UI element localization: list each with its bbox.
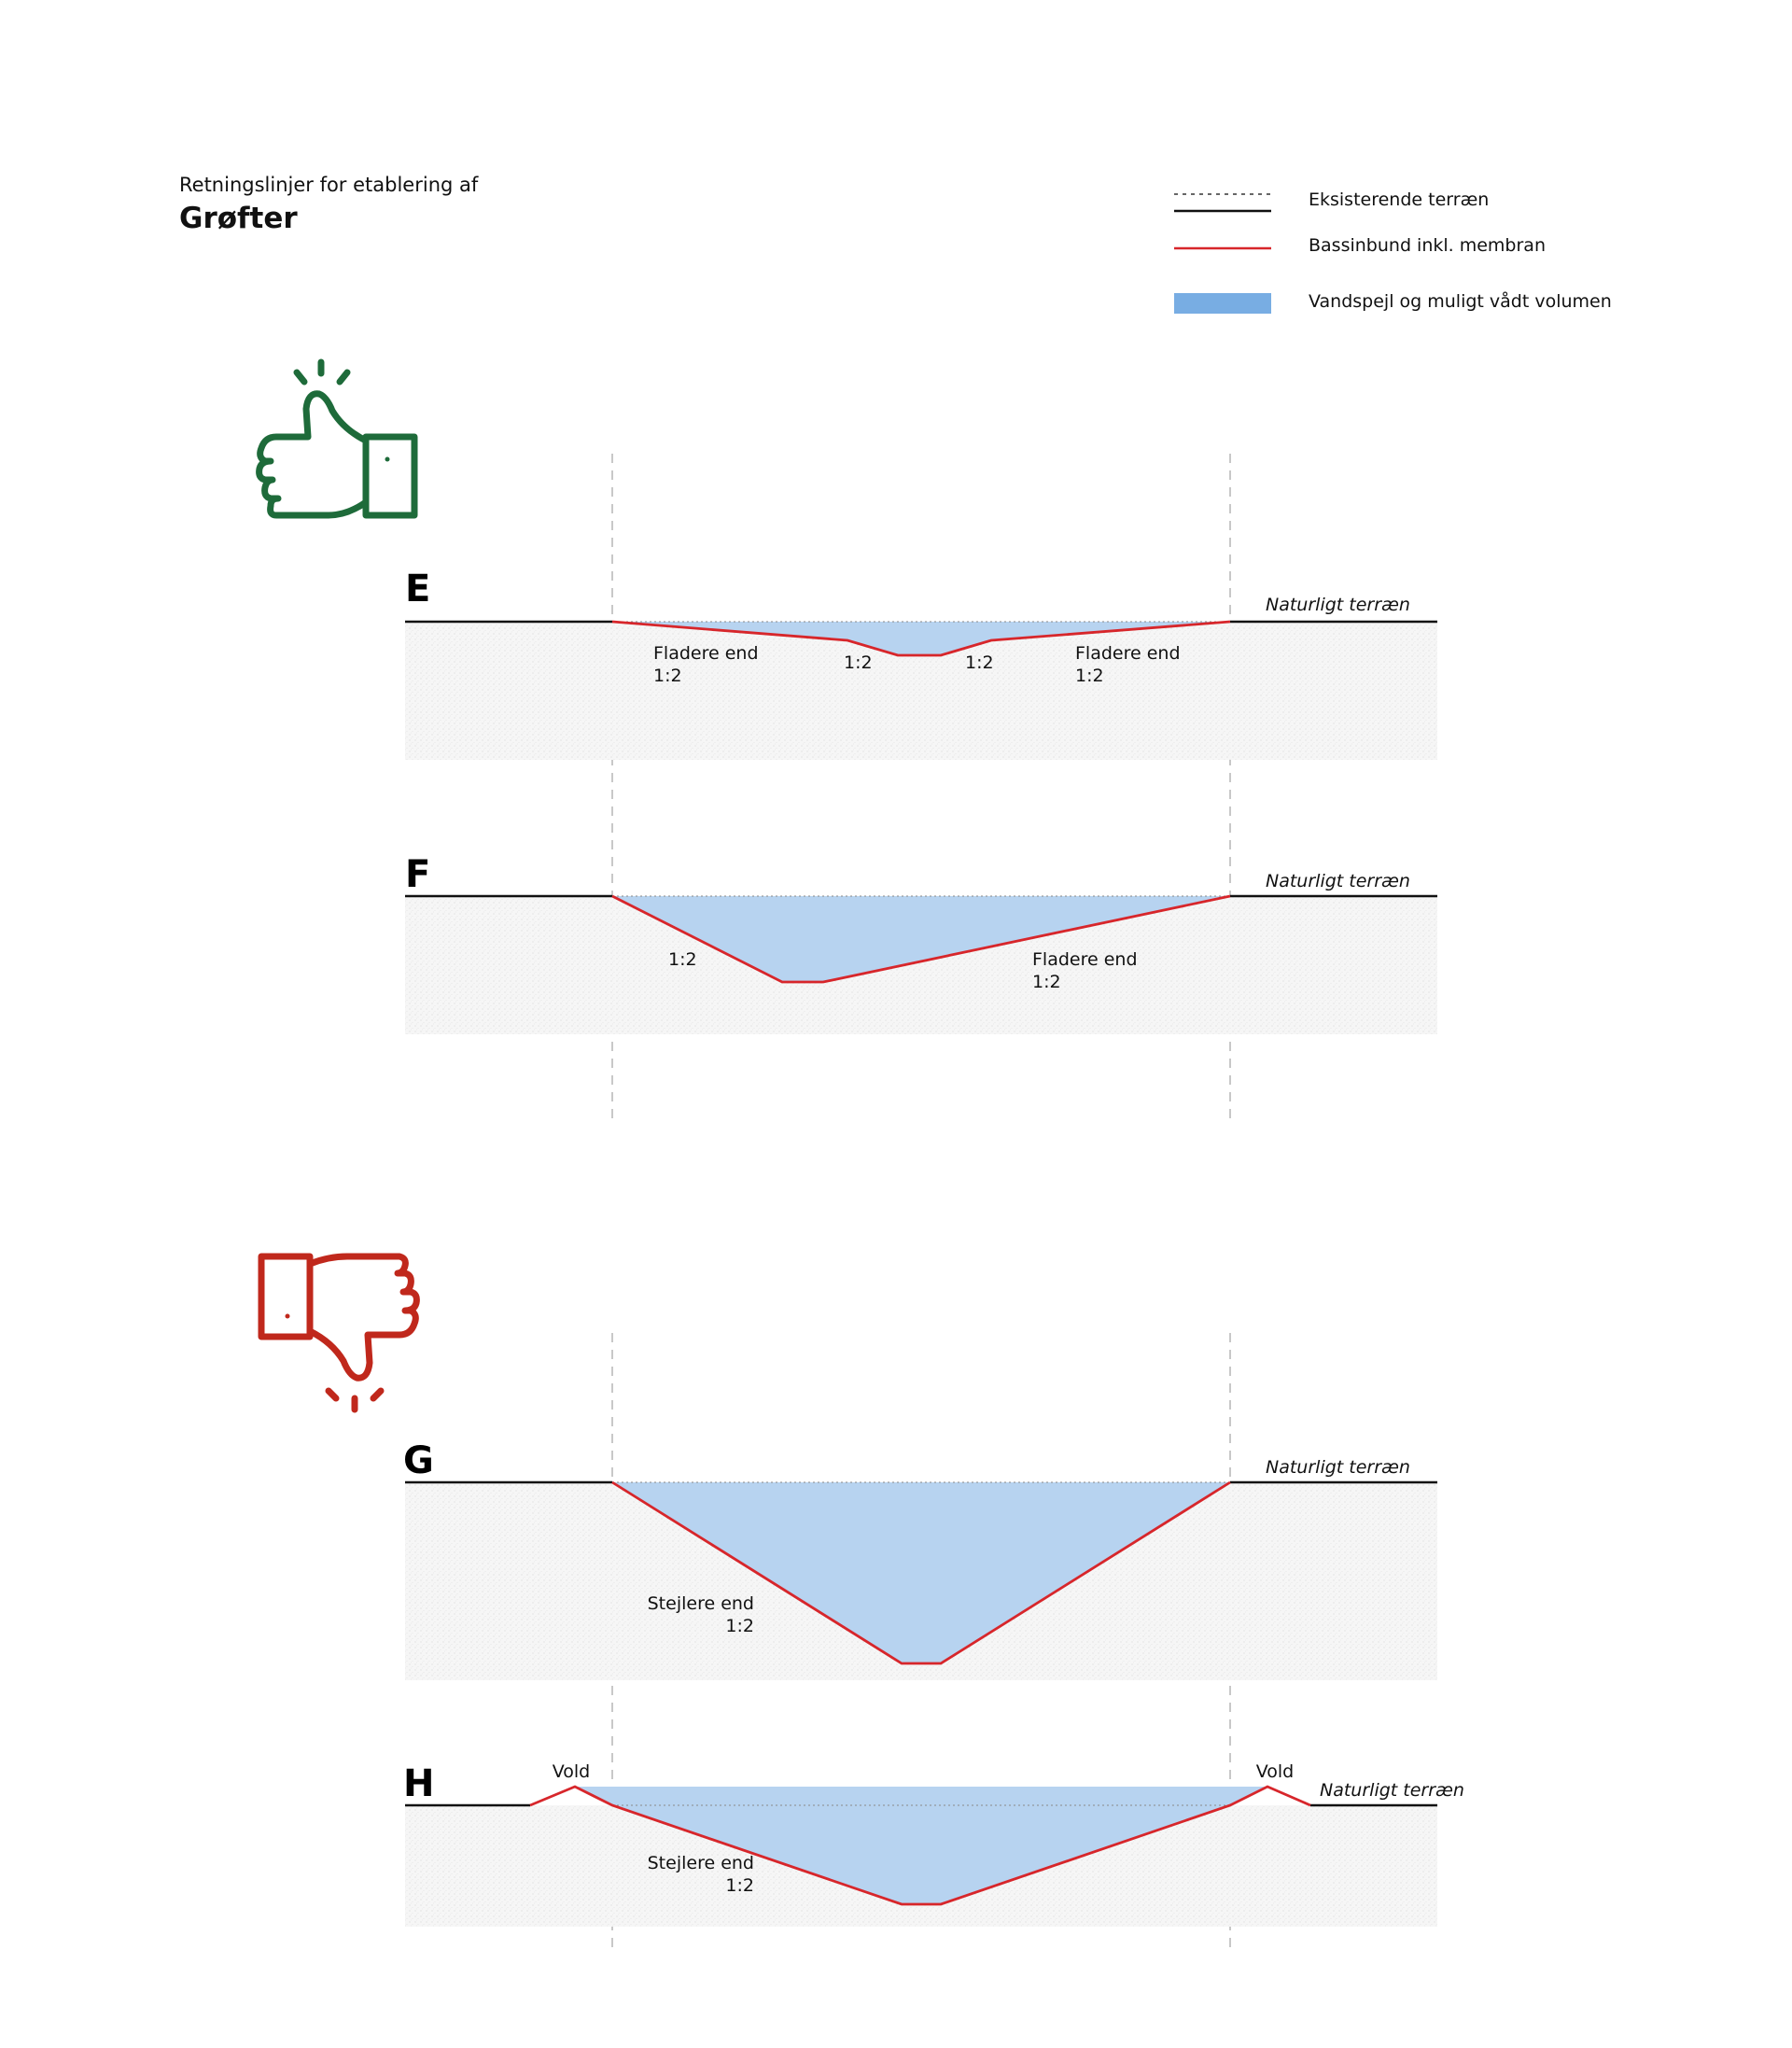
vold-label-right: Vold <box>1255 1761 1295 1782</box>
legend-water-swatch <box>1174 293 1271 314</box>
section-letter-g: G <box>403 1439 434 1482</box>
slope-label-right-2: 1:2 <box>1075 666 1104 686</box>
slope-label-2: 1:2 <box>725 1616 754 1636</box>
slope-label-1: Stejlere end <box>647 1593 754 1614</box>
section-f <box>405 853 1437 1034</box>
section-letter-f: F <box>405 853 431 896</box>
slope-label-right-1: Fladere end <box>1032 949 1138 970</box>
legend-label-terrain: Eksisterende terræn <box>1309 189 1490 210</box>
terrain-label: Naturligt terræn <box>1320 1780 1464 1801</box>
slope-label-1: Stejlere end <box>647 1853 754 1873</box>
section-g <box>403 1439 1437 1680</box>
page-title: Grøfter <box>179 202 298 235</box>
slope-label-2: 1:2 <box>725 1875 754 1896</box>
slope-label-left-2: 1:2 <box>653 666 682 686</box>
slope-label-inner-left: 1:2 <box>844 652 873 673</box>
page-subtitle: Retningslinjer for etablering af <box>179 174 479 196</box>
terrain-label: Naturligt terræn <box>1266 871 1410 891</box>
thumbs-up-icon <box>259 362 414 515</box>
slope-label-left-1: Fladere end <box>653 643 759 664</box>
section-letter-e: E <box>405 568 431 610</box>
section-e <box>405 568 1437 760</box>
legend-label-water: Vandspejl og muligt vådt volumen <box>1309 291 1612 312</box>
slope-label-inner-right: 1:2 <box>965 652 994 673</box>
legend-label-membrane: Bassinbund inkl. membran <box>1309 235 1546 256</box>
section-letter-h: H <box>403 1762 435 1805</box>
slope-label-right-2: 1:2 <box>1032 972 1061 992</box>
vold-label-left: Vold <box>552 1761 591 1782</box>
terrain-label: Naturligt terræn <box>1266 595 1410 615</box>
section-h <box>403 1761 1464 1927</box>
slope-label-right-1: Fladere end <box>1075 643 1181 664</box>
slope-label-left: 1:2 <box>668 949 697 970</box>
thumbs-down-icon <box>261 1256 416 1410</box>
terrain-label: Naturligt terræn <box>1266 1457 1410 1478</box>
legend-symbols <box>1174 194 1271 314</box>
